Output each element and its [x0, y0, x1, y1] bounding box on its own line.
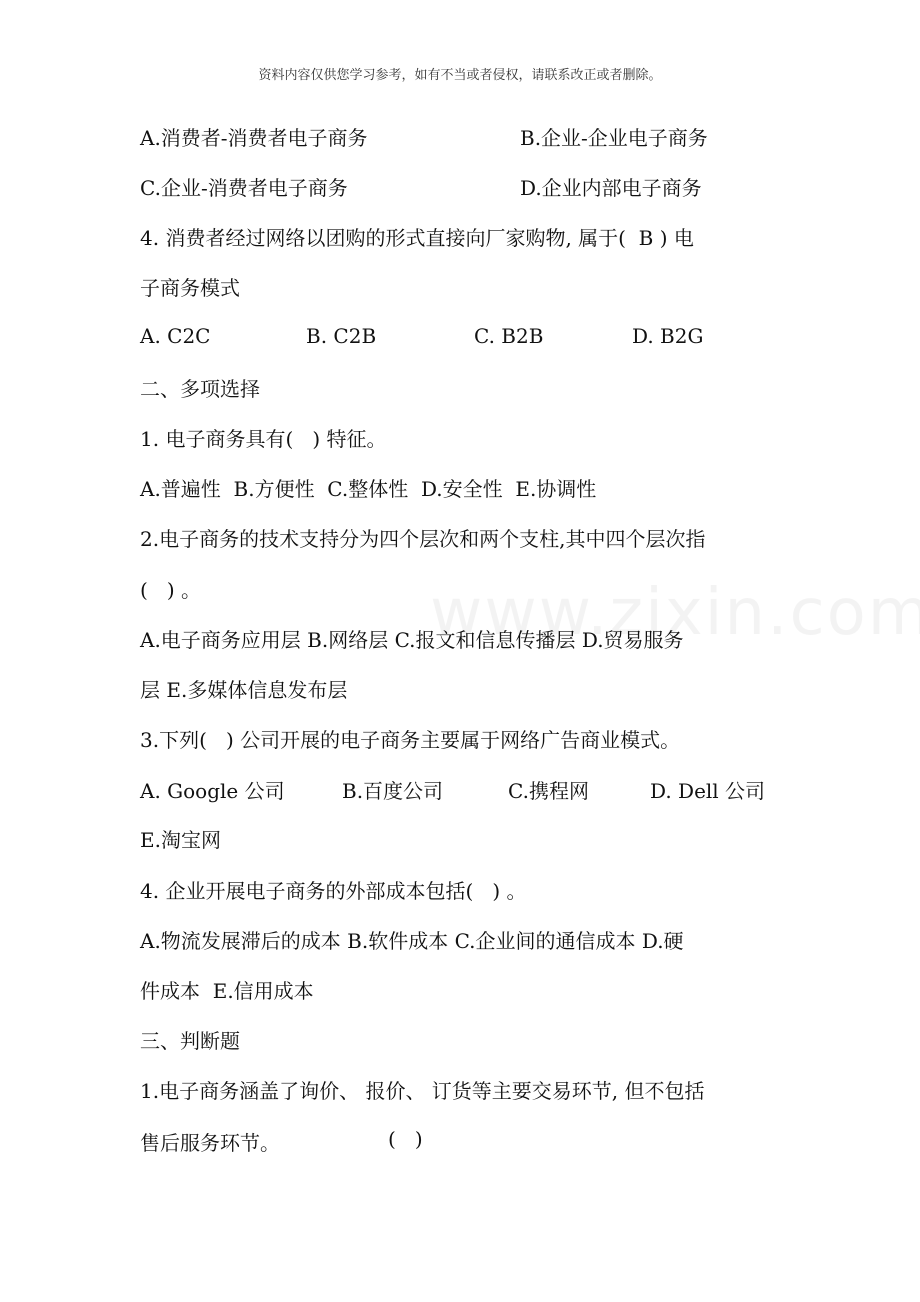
page-header: 资料内容仅供您学习参考，如有不当或者侵权，请联系改正或者删除。	[258, 68, 662, 83]
q4-option-a: A. C2C	[140, 324, 211, 348]
m3-option-c: C.携程网	[508, 779, 589, 803]
question-4-line1: 4. 消费者经过网络以团购的形式直接向厂家购物, 属于( B ) 电	[140, 226, 694, 250]
m3-option-d: D. Dell 公司	[650, 779, 766, 803]
option-b: B.企业-企业电子商务	[520, 126, 708, 150]
option-c: C.企业-消费者电子商务	[140, 176, 348, 200]
option-a: A.消费者-消费者电子商务	[140, 126, 368, 150]
multi-question-2-line2: ( ) 。	[140, 578, 202, 602]
multi-question-2-line1: 2.电子商务的技术支持分为四个层次和两个支柱,其中四个层次指	[140, 527, 706, 551]
multi-question-1: 1. 电子商务具有( ) 特征。	[140, 427, 387, 451]
multi-question-1-options: A.普遍性 B.方便性 C.整体性 D.安全性 E.协调性	[140, 477, 597, 501]
section-3-heading: 三、判断题	[140, 1029, 240, 1053]
multi-question-4: 4. 企业开展电子商务的外部成本包括( ) 。	[140, 879, 527, 903]
multi-question-4-options-line1: A.物流发展滞后的成本 B.软件成本 C.企业间的通信成本 D.硬	[140, 929, 684, 953]
multi-question-4-options-line2: 件成本 E.信用成本	[140, 979, 314, 1003]
m3-option-e: E.淘宝网	[140, 828, 221, 852]
q4-option-d: D. B2G	[632, 324, 704, 348]
q4-option-c: C. B2B	[474, 324, 544, 348]
judge-question-1-line1: 1.电子商务涵盖了询价、 报价、 订货等主要交易环节, 但不包括	[140, 1079, 705, 1103]
question-4-line2: 子商务模式	[140, 276, 240, 300]
multi-question-2-options-line2: 层 E.多媒体信息发布层	[140, 678, 348, 702]
answer-bracket: ( )	[388, 1127, 423, 1151]
multi-question-2-options-line1: A.电子商务应用层 B.网络层 C.报文和信息传播层 D.贸易服务	[140, 628, 684, 652]
m3-option-b: B.百度公司	[342, 779, 444, 803]
m3-option-a: A. Google 公司	[140, 779, 285, 803]
option-d: D.企业内部电子商务	[520, 176, 702, 200]
section-2-heading: 二、多项选择	[140, 377, 260, 401]
multi-question-3: 3.下列( ) 公司开展的电子商务主要属于网络广告商业模式。	[140, 728, 681, 752]
q4-option-b: B. C2B	[306, 324, 377, 348]
judge-question-1-line2: 售后服务环节。	[140, 1131, 280, 1155]
